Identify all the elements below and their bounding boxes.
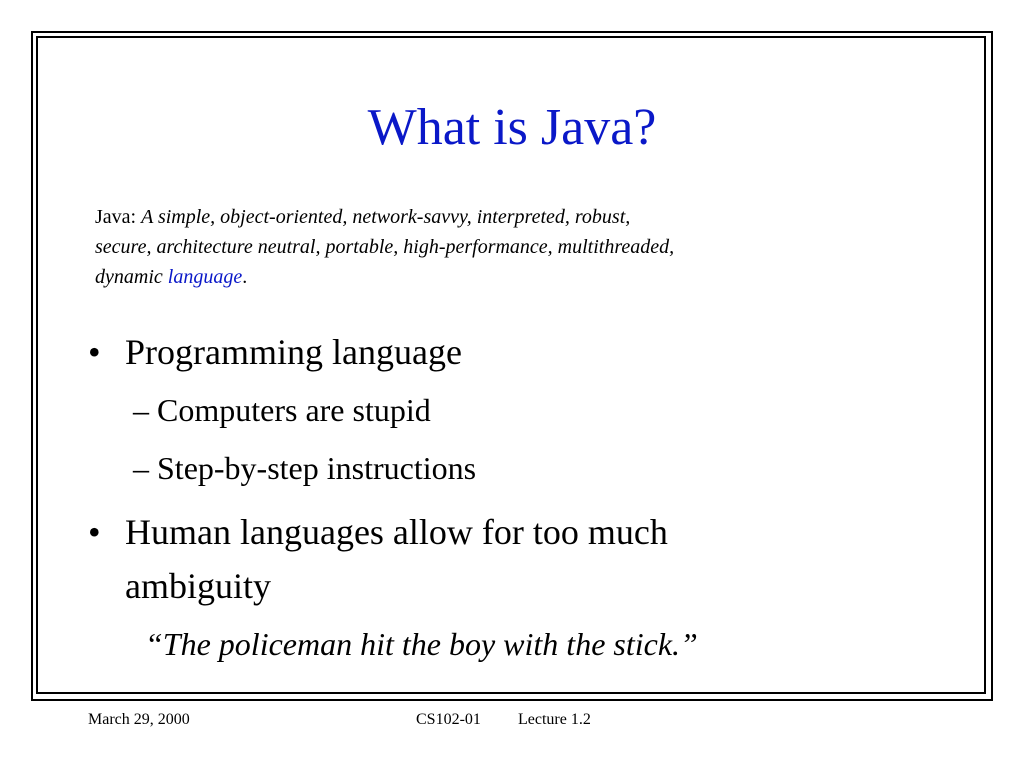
sub-bullet-step-by-step: – Step-by-step instructions	[133, 450, 477, 486]
bullet-programming-language	[88, 325, 462, 379]
slide-title: What is Java?	[367, 99, 657, 156]
ambiguity-example-quote: “The policeman hit the boy with the stick.”	[145, 626, 698, 662]
definition-period: .	[242, 266, 248, 288]
definition-label: Java:	[95, 206, 142, 228]
bullet-human-languages	[88, 505, 668, 613]
footer-lecture: Lecture 1.2	[518, 711, 591, 728]
bullet-text: Programming language	[125, 332, 462, 372]
sub-bullet-computers-stupid: – Computers are stupid	[133, 392, 431, 428]
footer-date: March 29, 2000	[88, 711, 190, 728]
bullet-dot: •	[88, 332, 101, 372]
definition-text-line-1: A simple, object-oriented, network-savvy, interpreted, robust,	[141, 206, 631, 228]
footer-course: CS102-01	[416, 711, 481, 728]
definition-text-line-3: dynamic	[95, 266, 168, 288]
java-definition	[95, 202, 875, 292]
language-link[interactable]: language	[167, 266, 243, 288]
bullet-dot: •	[88, 512, 101, 552]
bullet-text-line-2: ambiguity	[125, 566, 271, 606]
bullet-text-line-1: Human languages allow for too much	[125, 512, 668, 552]
definition-text-line-2: secure, architecture neutral, portable, high-performance, multithreaded,	[95, 236, 675, 258]
